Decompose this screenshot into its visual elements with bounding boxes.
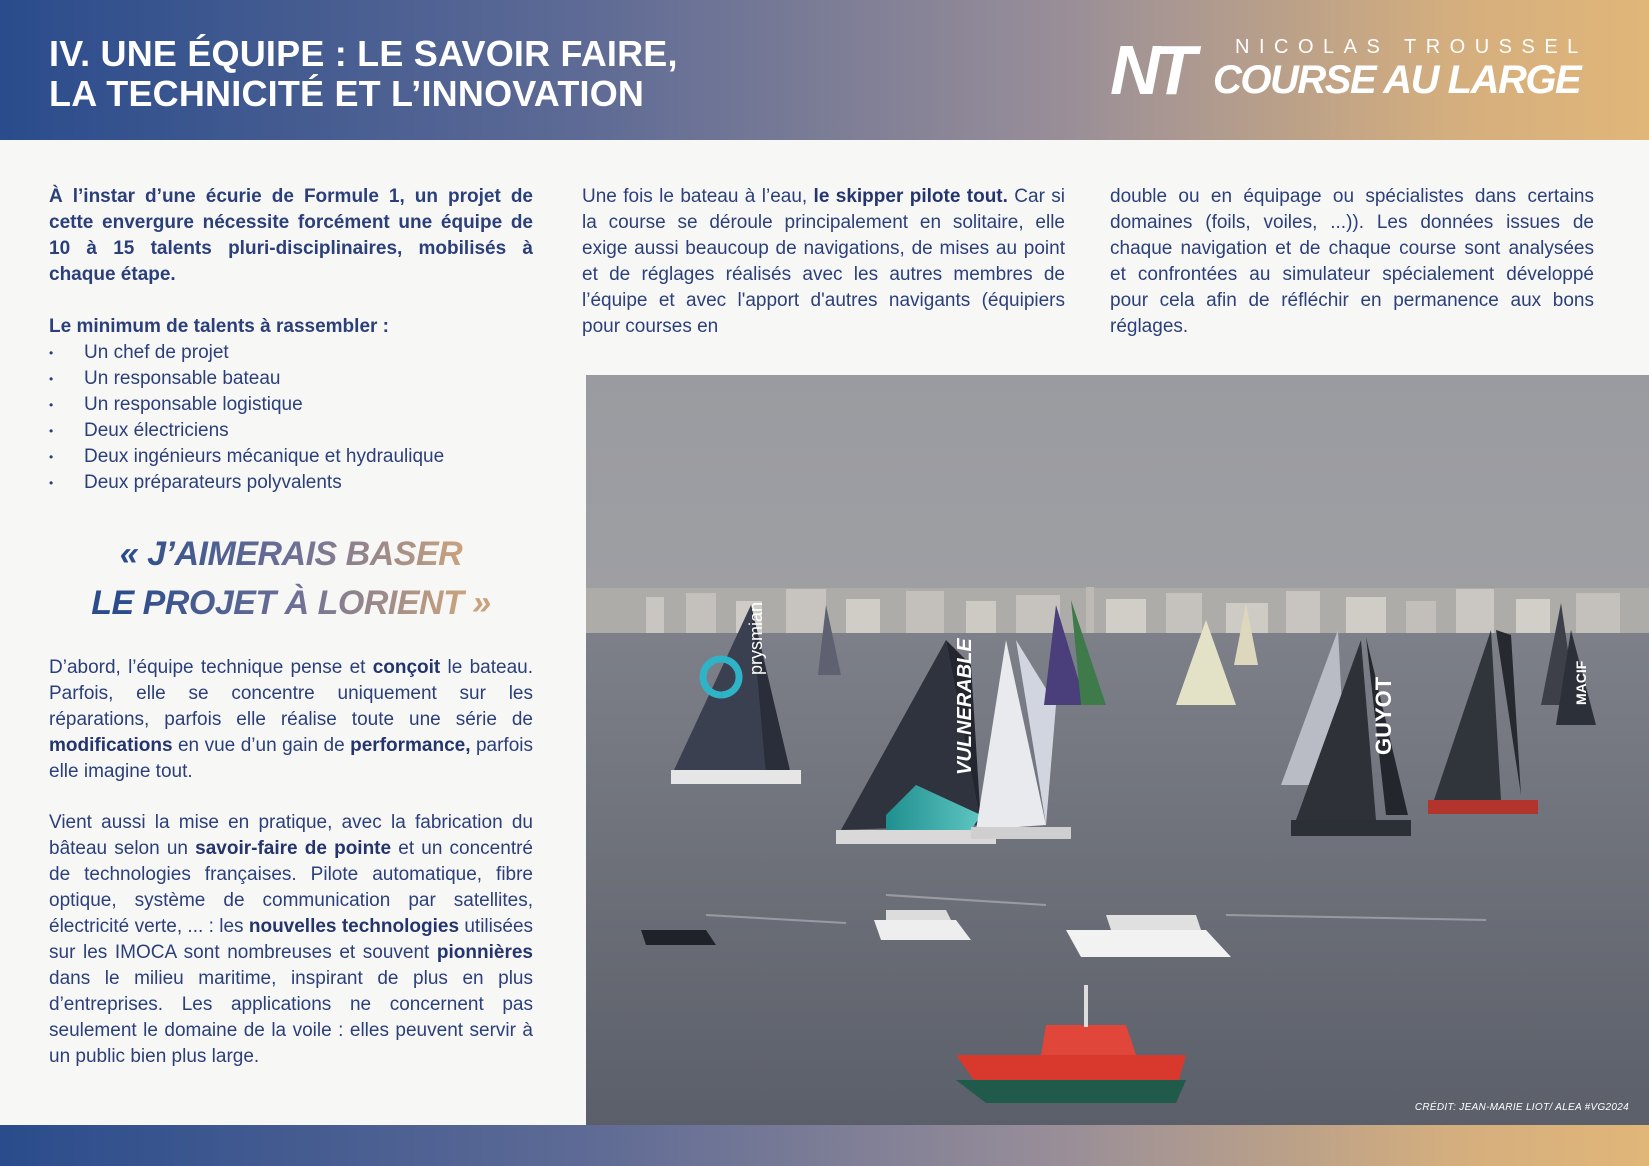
list-item: • Un responsable bateau: [49, 366, 533, 392]
page-title-line-2: LA TECHNICITÉ ET L’INNOVATION: [49, 72, 645, 114]
page-title-line-1: IV. UNE ÉQUIPE : LE SAVOIR FAIRE,: [49, 33, 678, 74]
pull-quote: [49, 530, 533, 628]
logo-name: NICOLAS TROUSSEL: [1235, 36, 1588, 58]
bullet-icon: •: [49, 424, 54, 438]
list-item: • Deux ingénieurs mécanique et hydraulique: [49, 444, 533, 470]
sail-label-prysmian: prysmian: [746, 601, 766, 675]
technology-paragraph: Vient aussi la mise en pratique, avec la fabrication du bâteau selon un savoir-faire de pointe et un concentré de technologies françaises. Pilote automatique, fibre optique, système de communication par satellites, électricité verte, ... : les nouvelles technologies utilisées sur les IMOCA sont nombreuses et souvent pionnières dans le milieu maritime, inspirant de plus en plus d’entreprises. Les applications ne concernent pas seulement le domaine de la voile : elles peuvent servir à un public bien plus large.: [49, 812, 534, 1067]
brand-logo: [1110, 31, 1600, 109]
bullet-icon: •: [49, 398, 54, 412]
header-banner: [0, 0, 1649, 140]
list-item: • Deux électriciens: [49, 418, 533, 444]
column-left: [49, 184, 533, 496]
talents-list: [49, 340, 533, 496]
pull-quote-line-1: « J’AIMERAIS BASER: [119, 535, 463, 573]
page-title: [49, 34, 678, 113]
talents-list-title: Le minimum de talents à rassembler :: [49, 316, 390, 337]
list-item: • Deux préparateurs polyvalents: [49, 470, 533, 496]
photo-credit: CRÉDIT: JEAN-MARIE LIOT/ ALEA #VG2024: [1414, 1102, 1629, 1113]
bullet-icon: •: [49, 450, 54, 464]
column-right: double ou en équipage ou spécialistes dans certains domaines (foils, voiles, ...)). Les données issues de chaque navigation et de chaque course sont analysées et confrontées au simulateur spécialement développé pour cela afin de réfléchir en permanence aux bons réglages.: [1110, 186, 1594, 337]
bullet-icon: •: [49, 346, 54, 360]
bullet-icon: •: [49, 476, 54, 490]
pull-quote-line-2: LE PROJET À LORIENT »: [91, 584, 491, 622]
bullet-icon: •: [49, 372, 54, 386]
sailing-race-photo: [586, 375, 1649, 1125]
sail-label-vulnerable: VULNERABLE: [954, 638, 976, 775]
logo-mark: NT: [1110, 31, 1190, 109]
technical-team-paragraph: D’abord, l’équipe technique pense et conçoit le bateau. Parfois, elle se concentre uniquement sur les réparations, parfois elle réalise toute une série de modifications en vue d’un gain de performance, parfois elle imagine tout.: [49, 657, 534, 782]
list-item: • Un chef de projet: [49, 340, 533, 366]
list-item: • Un responsable logistique: [49, 392, 533, 418]
sail-label-macif: MACIF: [1573, 660, 1589, 705]
photo-illustration: [586, 375, 1649, 1125]
footer-banner: [0, 1125, 1649, 1166]
column-middle: Une fois le bateau à l’eau, le skipper pilote tout. Car si la course se déroule principalement en solitaire, elle exige aussi beaucoup de navigations, de mises au point et de réglages réalisés avec les autres membres de l’équipe et avec l'apport d'autres navigants (équipiers pour courses en: [582, 186, 1065, 337]
intro-paragraph: À l’instar d’une écurie de Formule 1, un projet de cette envergure nécessite forcément une équipe de 10 à 15 talents pluri-disciplinaires, mobilisés à chaque étape.: [49, 186, 533, 285]
logo-subtitle: COURSE AU LARGE: [1213, 58, 1581, 102]
sail-label-guyot: GUYOT: [1371, 676, 1396, 755]
